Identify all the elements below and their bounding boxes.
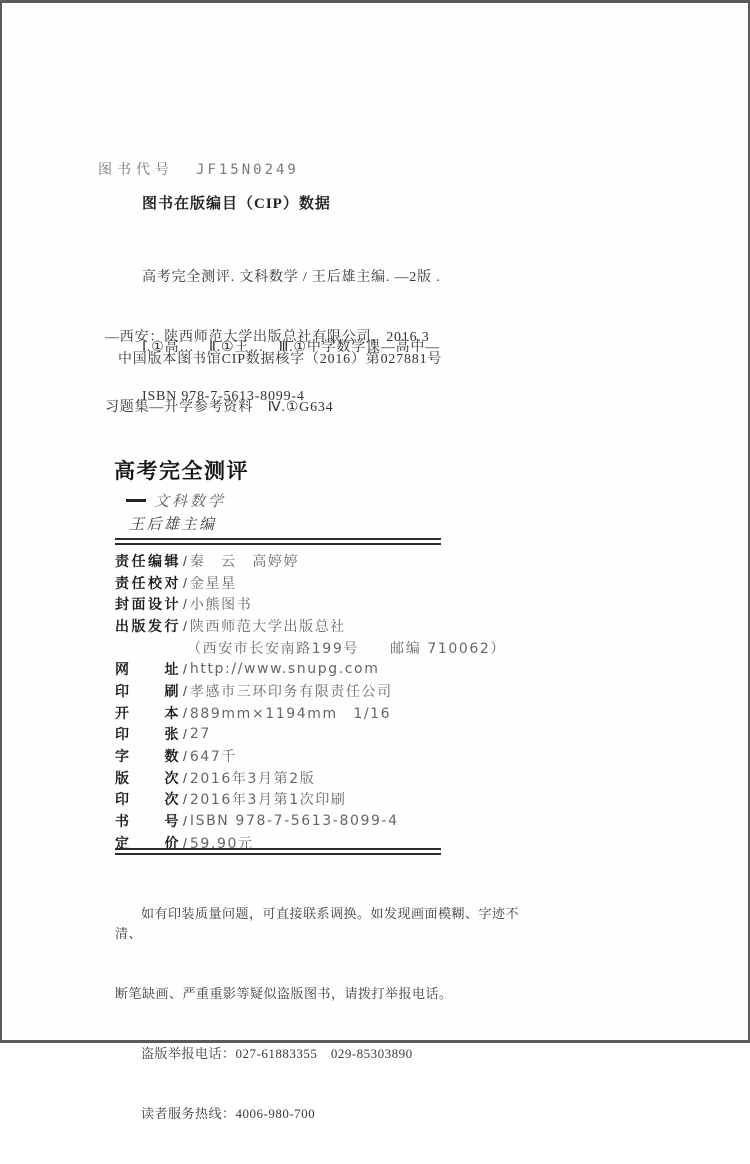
slash-separator: / [183,704,187,721]
colophon-label: 责任编辑 [115,552,179,569]
colophon-row-word-count [115,745,506,767]
colophon-value: 孝感市三环印务有限责任公司 [189,683,393,700]
colophon-row-editor [115,550,506,572]
colophon-value: 小熊图书 [189,597,253,614]
divider-rule-bottom [115,848,441,855]
colophon [115,550,506,854]
cip-registry-number: 中国版本图书馆CIP数据核字（2016）第027881号 [118,352,443,367]
book-code-value: JF15N0249 [196,162,299,178]
colophon-label: 封面设计 [115,596,179,613]
reader-hotline: 读者服务热线：4006-980-700 [141,1106,316,1121]
book-title: 高考完全测评 [114,460,249,483]
colophon-label: 网址 [115,661,179,678]
colophon-value: 2016年3月第2版 [189,770,316,787]
colophon-value: 27 [189,726,211,743]
colophon-row-sheets [115,724,506,746]
colophon-label: 定价 [115,834,179,851]
colophon-label: 印张 [115,726,179,743]
colophon-row-cover-design [115,593,506,615]
colophon-row-proofreader [115,572,506,594]
divider-rule-top [115,538,441,545]
slash-separator: / [183,552,187,569]
cip-isbn-line: ISBN 978-7-5613-8099-4 [142,388,305,404]
colophon-value: 59.90元 [189,835,254,852]
cip-classification [105,299,443,457]
cip-title-line: 高考完全测评. 文科数学 / 王后雄主编. —2版 . [142,270,441,286]
colophon-row-website [115,658,506,680]
colophon-label: 版次 [115,769,179,786]
slash-separator: / [183,726,187,743]
notice-line2: 断笔缺画、严重重影等疑似盗版图书，请拨打举报电话。 [115,986,453,1001]
colophon-label: 印次 [115,791,179,808]
colophon-value: 陕西师范大学出版总社 [189,618,346,635]
book-code-label: 图书代号 [98,163,174,178]
colophon-label: 字数 [115,748,179,765]
slash-separator: / [183,834,187,851]
slash-separator: / [183,661,187,678]
colophon-value: 647千 [189,749,238,766]
slash-separator: / [183,769,187,786]
cip-class-line2: 习题集—升学参考资料 Ⅳ.①G634 [105,399,334,415]
subtitle-dash [126,499,146,502]
colophon-row-printing [115,789,506,811]
colophon-label: 出版发行 [115,617,179,634]
colophon-row-isbn [115,810,506,832]
colophon-label: 印刷 [115,682,179,699]
colophon-value: 2016年3月第1次印刷 [189,792,347,809]
colophon-value: http://www.snupg.com [189,661,380,678]
book-editor: 王后雄主编 [129,517,217,533]
colophon-value: 金星星 [189,575,237,592]
cip-class-line1: Ⅰ.①高… Ⅱ.①王… Ⅲ.①中学数学课—高中— [142,340,441,356]
colophon-row-publisher [115,615,506,637]
book-subtitle: 文科数学 [154,494,227,510]
colophon-value: 889mm×1194mm 1/16 [189,705,392,722]
slash-separator: / [183,574,187,591]
colophon-row-printer [115,680,506,702]
colophon-label: 开本 [115,704,179,721]
notice-line1: 如有印装质量问题，可直接联系调换。如发现画面模糊、字迹不清、 [115,906,520,941]
book-code-line [98,159,299,179]
book-subtitle-row [126,490,226,511]
slash-separator: / [183,791,187,808]
quality-notice [115,864,533,1164]
colophon-row-publisher-address [115,637,506,659]
slash-separator: / [183,813,187,830]
slash-separator: / [183,617,187,634]
colophon-label: 责任校对 [115,574,179,591]
piracy-hotline: 盗版举报电话：027-61883355 029-85303890 [141,1046,413,1061]
colophon-value: ISBN 978-7-5613-8099-4 [189,813,399,830]
colophon-row-format [115,702,506,724]
cip-publisher-line: —西安：陕西师范大学出版总社有限公司，2016.3 [105,329,430,345]
cip-heading: 图书在版编目（CIP）数据 [142,196,331,212]
colophon-row-edition [115,767,506,789]
slash-separator: / [183,682,187,699]
publisher-address: （西安市长安南路199号 邮编 710062） [187,640,507,657]
colophon-label: 书号 [115,813,179,830]
slash-separator: / [183,596,187,613]
slash-separator: / [183,748,187,765]
colophon-value: 秦 云 高婷婷 [189,553,300,570]
